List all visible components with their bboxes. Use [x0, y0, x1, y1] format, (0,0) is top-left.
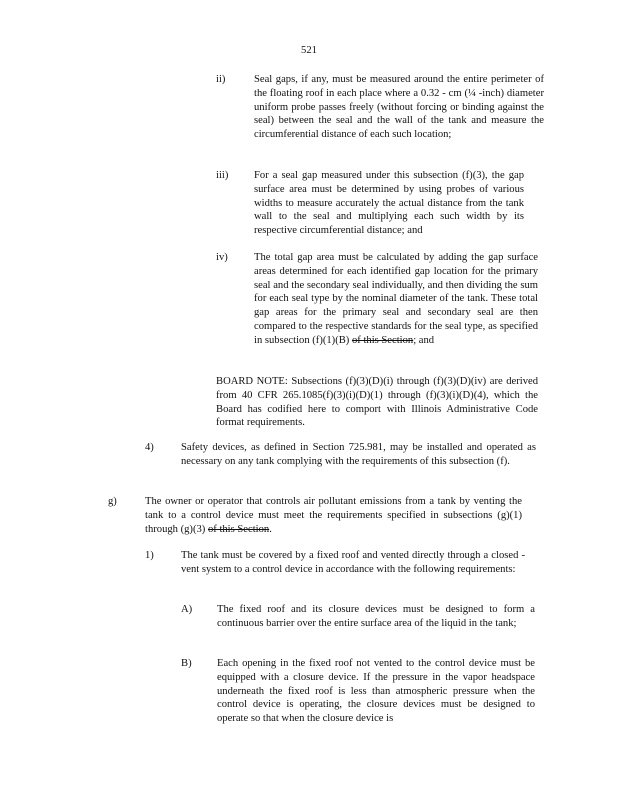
subsection-g1b-marker: B) — [181, 658, 192, 669]
subsection-ii-text: Seal gaps, if any, must be measured around the entire perimeter of the floating roof in each place where a 0.32 - cm (¼ -inch) diameter uniform probe passes freely (without forcing or binding against the seal) between the seal and the wall of the tank and measure the circumferential distance of each such location; — [254, 74, 544, 141]
subsection-g1a-marker: A) — [181, 604, 193, 615]
subsection-4-marker: 4) — [145, 442, 154, 453]
subsection-iii-text: For a seal gap measured under this subsection (f)(3), the gap surface area must be determined by using probes of various widths to measure accurately the actual distance from the tank wall to the seal and multiplying each such width by its respective circumferential distance; and — [254, 170, 524, 237]
struck-text: of this Section — [351, 334, 414, 346]
board-note-text: BOARD NOTE: Subsections (f)(3)(D)(i) through (f)(3)(D)(iv) are derived from 40 CFR 265.1085(f)(3)(i)(D)(1) through (f)(3)(i)(D)(4), which the Board has codified here to comport with Illinois Administrative Code format requirements. — [216, 376, 538, 429]
subsection-g1-text: The tank must be covered by a fixed roof and vented directly through a closed -vent system to a control device in accordance with the following requirements: — [181, 550, 525, 575]
subsection-iv-text-end: ; and — [413, 334, 435, 346]
subsection-4-text: Safety devices, as defined in Section 725.981, may be installed and operated as necessary on any tank complying with the requirements of this subsection (f). — [181, 442, 536, 467]
subsection-iv-text-main: The total gap area must be calculated by adding the gap surface areas determined for each identified gap location for the primary seal and the secondary seal individually, and then dividing the sum for each seal type by the nominal diameter of the tank. These total gap areas for the primary seal and secondary seal are then compared to the respective standards for the seal type, as specified in subsection (f)(1)(B) — [254, 252, 538, 346]
subsection-g1a-text: The fixed roof and its closure devices must be designed to form a continuous barrier over the entire surface area of the liquid in the tank; — [217, 604, 535, 629]
struck-text: of this Section — [207, 523, 270, 535]
subsection-g1b-text: Each opening in the fixed roof not vented to the control device must be equipped with a closure device. If the pressure in the vapor headspace underneath the fixed roof is less than atmospheric pressure when the control device is operating, the closure devices must be designed to operate so that when the closure device is — [217, 658, 535, 725]
subsection-g-text-main: The owner or operator that controls air pollutant emissions from a tank by venting the tank to a control device must meet the requirements specified in subsections (g)(1) through (g)(3) — [145, 496, 522, 535]
subsection-g-text — [145, 495, 522, 536]
subsection-ii-marker: ii) — [216, 74, 226, 85]
subsection-iv-marker: iv) — [216, 252, 228, 263]
subsection-g1-marker: 1) — [145, 550, 154, 561]
subsection-g-marker: g) — [108, 496, 117, 507]
subsection-iii-marker: iii) — [216, 170, 229, 181]
page-number: 521 — [301, 45, 317, 56]
subsection-iv-text — [254, 251, 538, 348]
subsection-g-text-end: . — [269, 523, 272, 535]
